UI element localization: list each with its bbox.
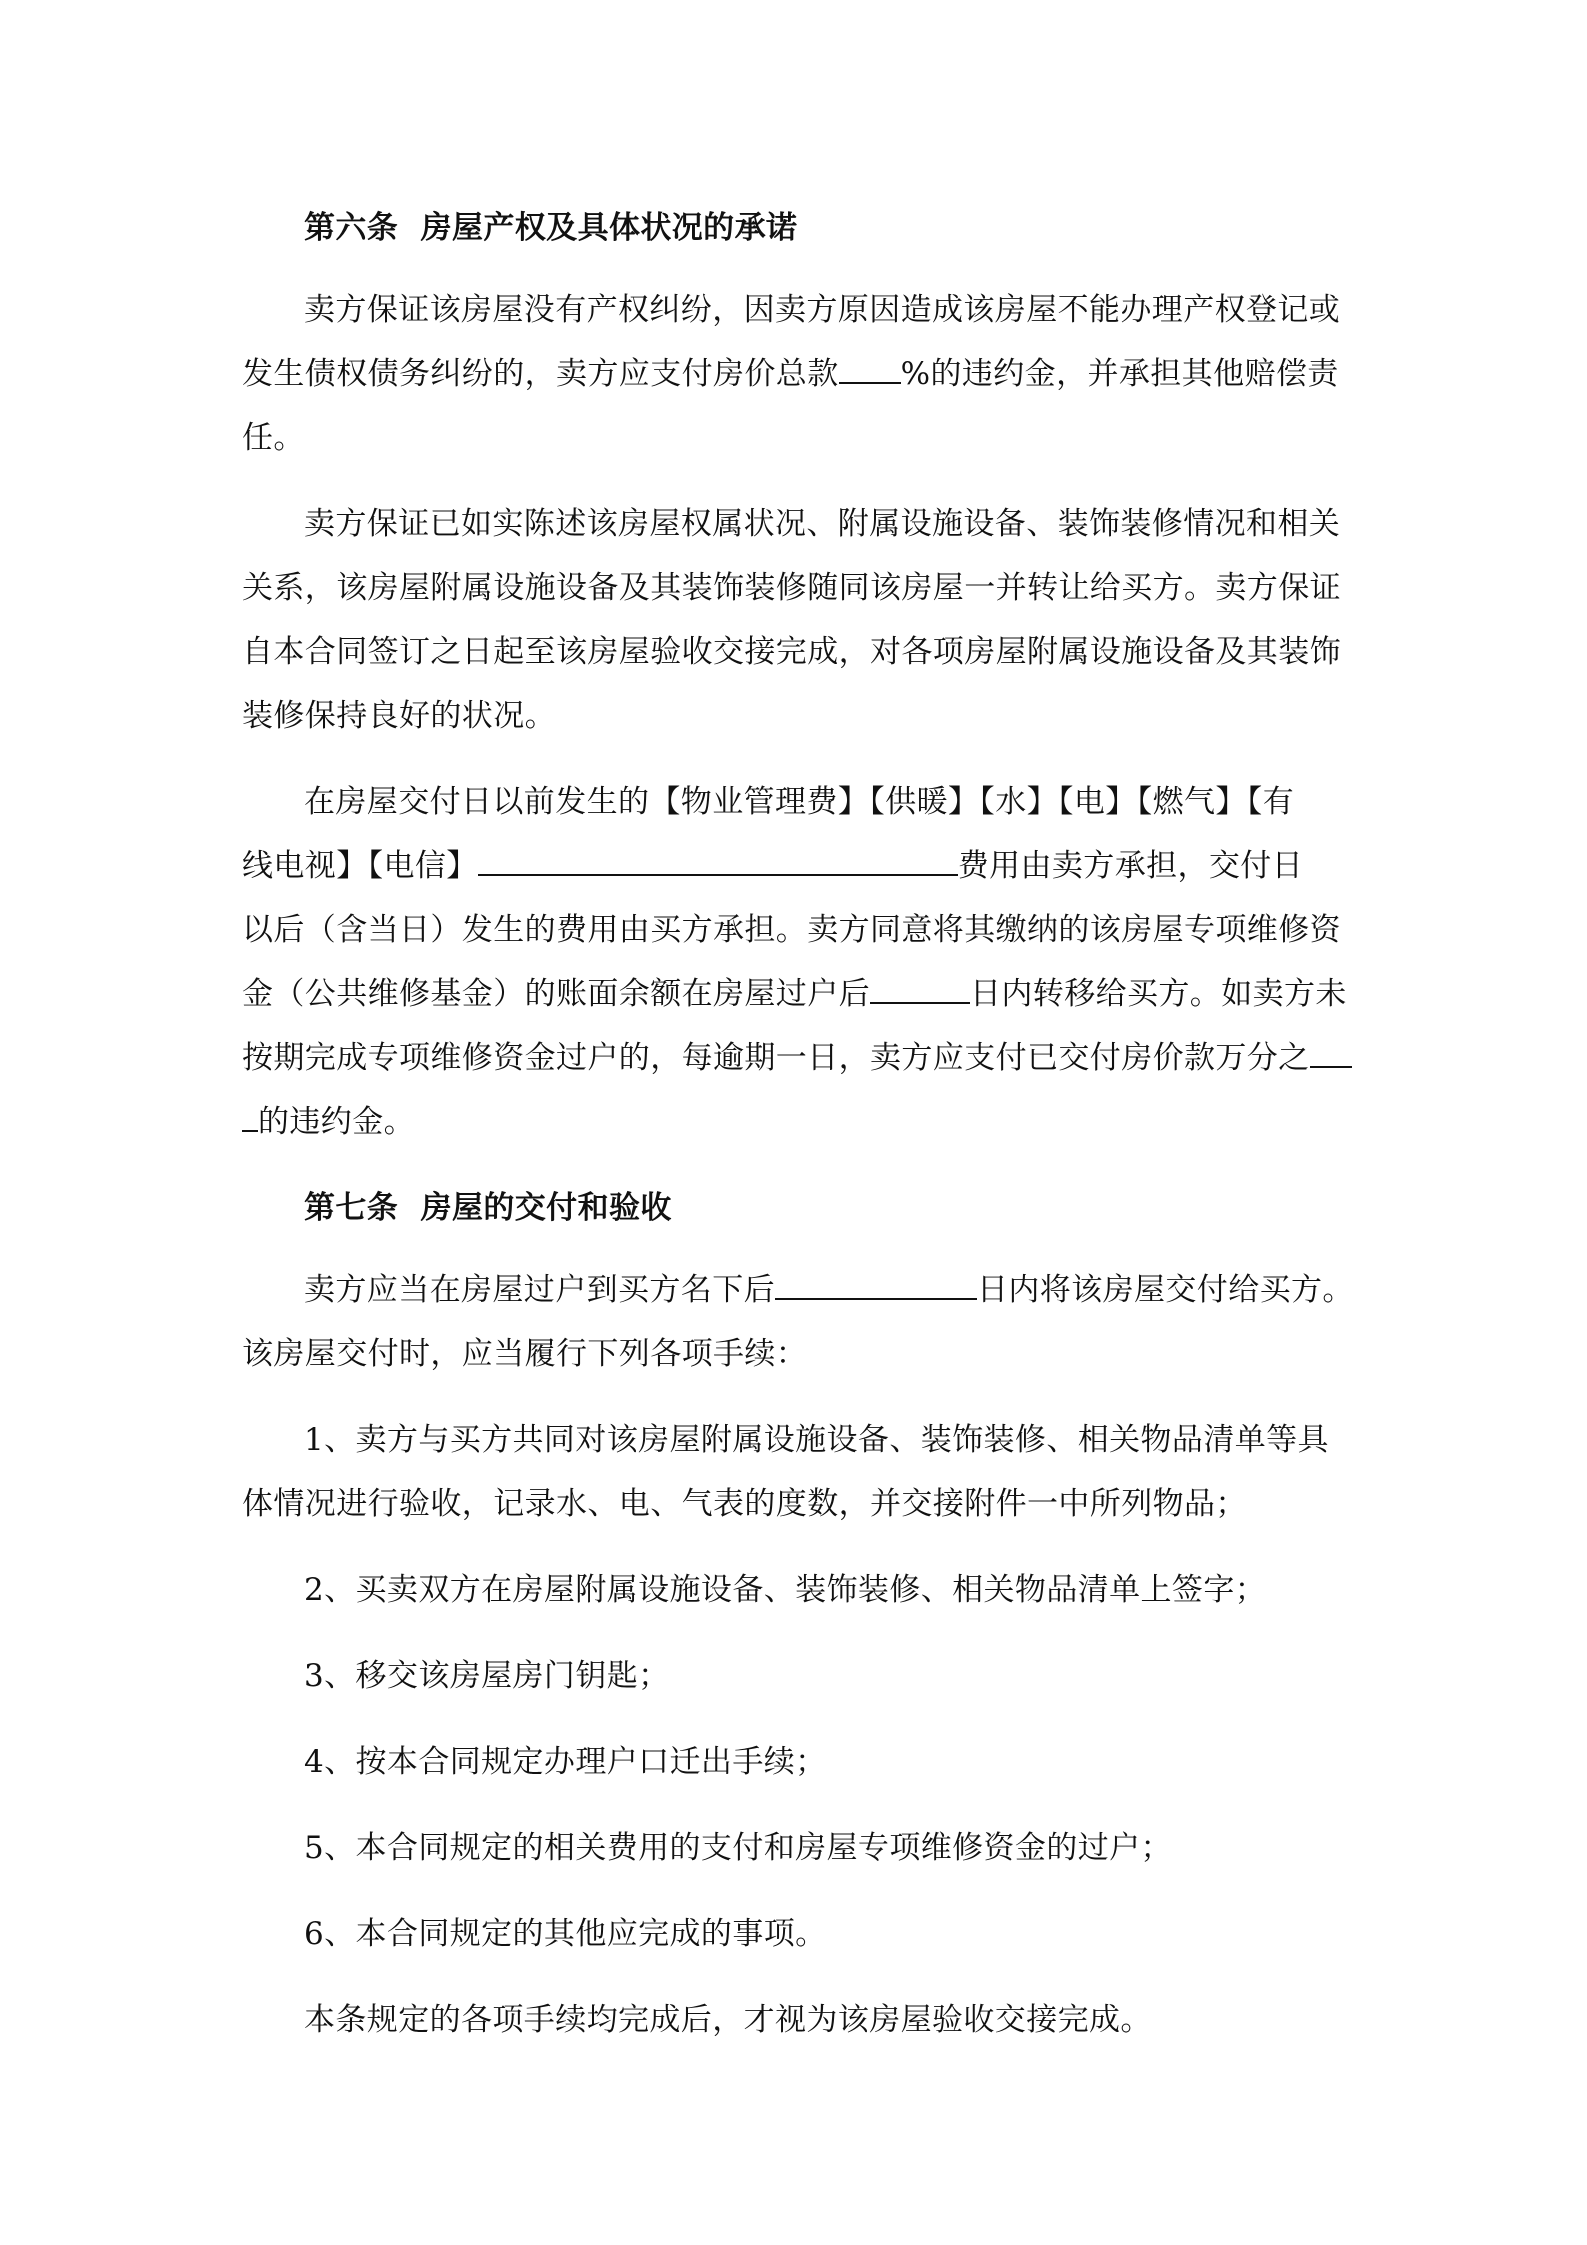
text-line bbox=[242, 342, 1352, 406]
list-item: 2、买卖双方在房屋附属设施设备、装饰装修、相关物品清单上签字； bbox=[304, 1572, 1267, 1608]
contract-page bbox=[242, 196, 1352, 2052]
text-segment: 发生债权债务纠纷的，卖方应支付房价总款 bbox=[242, 356, 839, 392]
text-line: 卖方保证该房屋没有产权纠纷，因卖方原因造成该房屋不能办理产权登记或 bbox=[304, 292, 1341, 328]
list-item: 3、移交该房屋房门钥匙； bbox=[304, 1658, 670, 1694]
text-line: 以后（含当日）发生的费用由买方承担。卖方同意将其缴纳的该房屋专项维修资 bbox=[242, 912, 1341, 948]
text-line bbox=[242, 1258, 1352, 1322]
text-line: 自本合同签订之日起至该房屋验收交接完成，对各项房屋附属设施设备及其装饰 bbox=[242, 634, 1341, 670]
penalty-percent-blank[interactable] bbox=[839, 346, 901, 384]
article-6-paragraph-1 bbox=[242, 278, 1352, 470]
article-7-heading: 第七条 房屋的交付和验收 bbox=[304, 1190, 672, 1226]
text-segment: 日内转移给买方。如卖方未 bbox=[970, 976, 1347, 1012]
text-segment: 费用由卖方承担，交付日 bbox=[957, 848, 1304, 884]
text-line bbox=[242, 962, 1352, 1026]
text-line bbox=[242, 1026, 1352, 1090]
transfer-days-blank[interactable] bbox=[870, 966, 970, 1004]
list-item: 4、按本合同规定办理户口迁出手续； bbox=[304, 1744, 827, 1780]
list-item: 5、本合同规定的相关费用的支付和房屋专项维修资金的过户； bbox=[304, 1830, 1172, 1866]
text-line bbox=[242, 1090, 1352, 1154]
article-6-heading: 第六条 房屋产权及具体状况的承诺 bbox=[304, 210, 798, 246]
article-6-paragraph-3 bbox=[242, 770, 1352, 1154]
text-line: 卖方保证已如实陈述该房屋权属状况、附属设施设备、装饰装修情况和相关 bbox=[304, 506, 1341, 542]
list-item bbox=[242, 1408, 1352, 1536]
list-item: 6、本合同规定的其他应完成的事项。 bbox=[304, 1916, 827, 1952]
text-segment: 金（公共维修基金）的账面余额在房屋过户后 bbox=[242, 976, 870, 1012]
text-line: 该房屋交付时，应当履行下列各项手续： bbox=[242, 1336, 808, 1372]
text-segment: 的违约金。 bbox=[258, 1104, 415, 1140]
closing-sentence: 本条规定的各项手续均完成后，才视为该房屋验收交接完成。 bbox=[304, 2002, 1152, 2038]
text-line: 任。 bbox=[242, 420, 305, 456]
text-segment: 日内将该房屋交付给买方。 bbox=[977, 1272, 1354, 1308]
text-segment: 按期完成专项维修资金过户的，每逾期一日，卖方应支付已交付房价款万分之 bbox=[242, 1040, 1310, 1076]
daily-penalty-blank[interactable] bbox=[1310, 1030, 1352, 1068]
daily-penalty-blank-continued[interactable] bbox=[242, 1094, 258, 1132]
text-line: 体情况进行验收，记录水、电、气表的度数，并交接附件一中所列物品； bbox=[242, 1486, 1247, 1522]
text-line bbox=[242, 834, 1352, 898]
fees-blank[interactable] bbox=[478, 838, 958, 876]
text-segment: 卖方应当在房屋过户到买方名下后 bbox=[304, 1272, 775, 1308]
text-line: 装修保持良好的状况。 bbox=[242, 698, 556, 734]
delivery-days-blank[interactable] bbox=[775, 1262, 977, 1300]
text-line: 1、卖方与买方共同对该房屋附属设施设备、装饰装修、相关物品清单等具 bbox=[304, 1422, 1329, 1458]
text-line: 关系，该房屋附属设施设备及其装饰装修随同该房屋一并转让给买方。卖方保证 bbox=[242, 570, 1341, 606]
text-segment: 线电视】【电信】 bbox=[242, 848, 478, 884]
text-line: 在房屋交付日以前发生的【物业管理费】【供暖】【水】【电】【燃气】【有 bbox=[304, 784, 1295, 820]
article-7-paragraph-1 bbox=[242, 1258, 1352, 1386]
article-6-paragraph-2 bbox=[242, 492, 1352, 748]
text-segment: %的违约金，并承担其他赔偿责 bbox=[900, 356, 1339, 392]
